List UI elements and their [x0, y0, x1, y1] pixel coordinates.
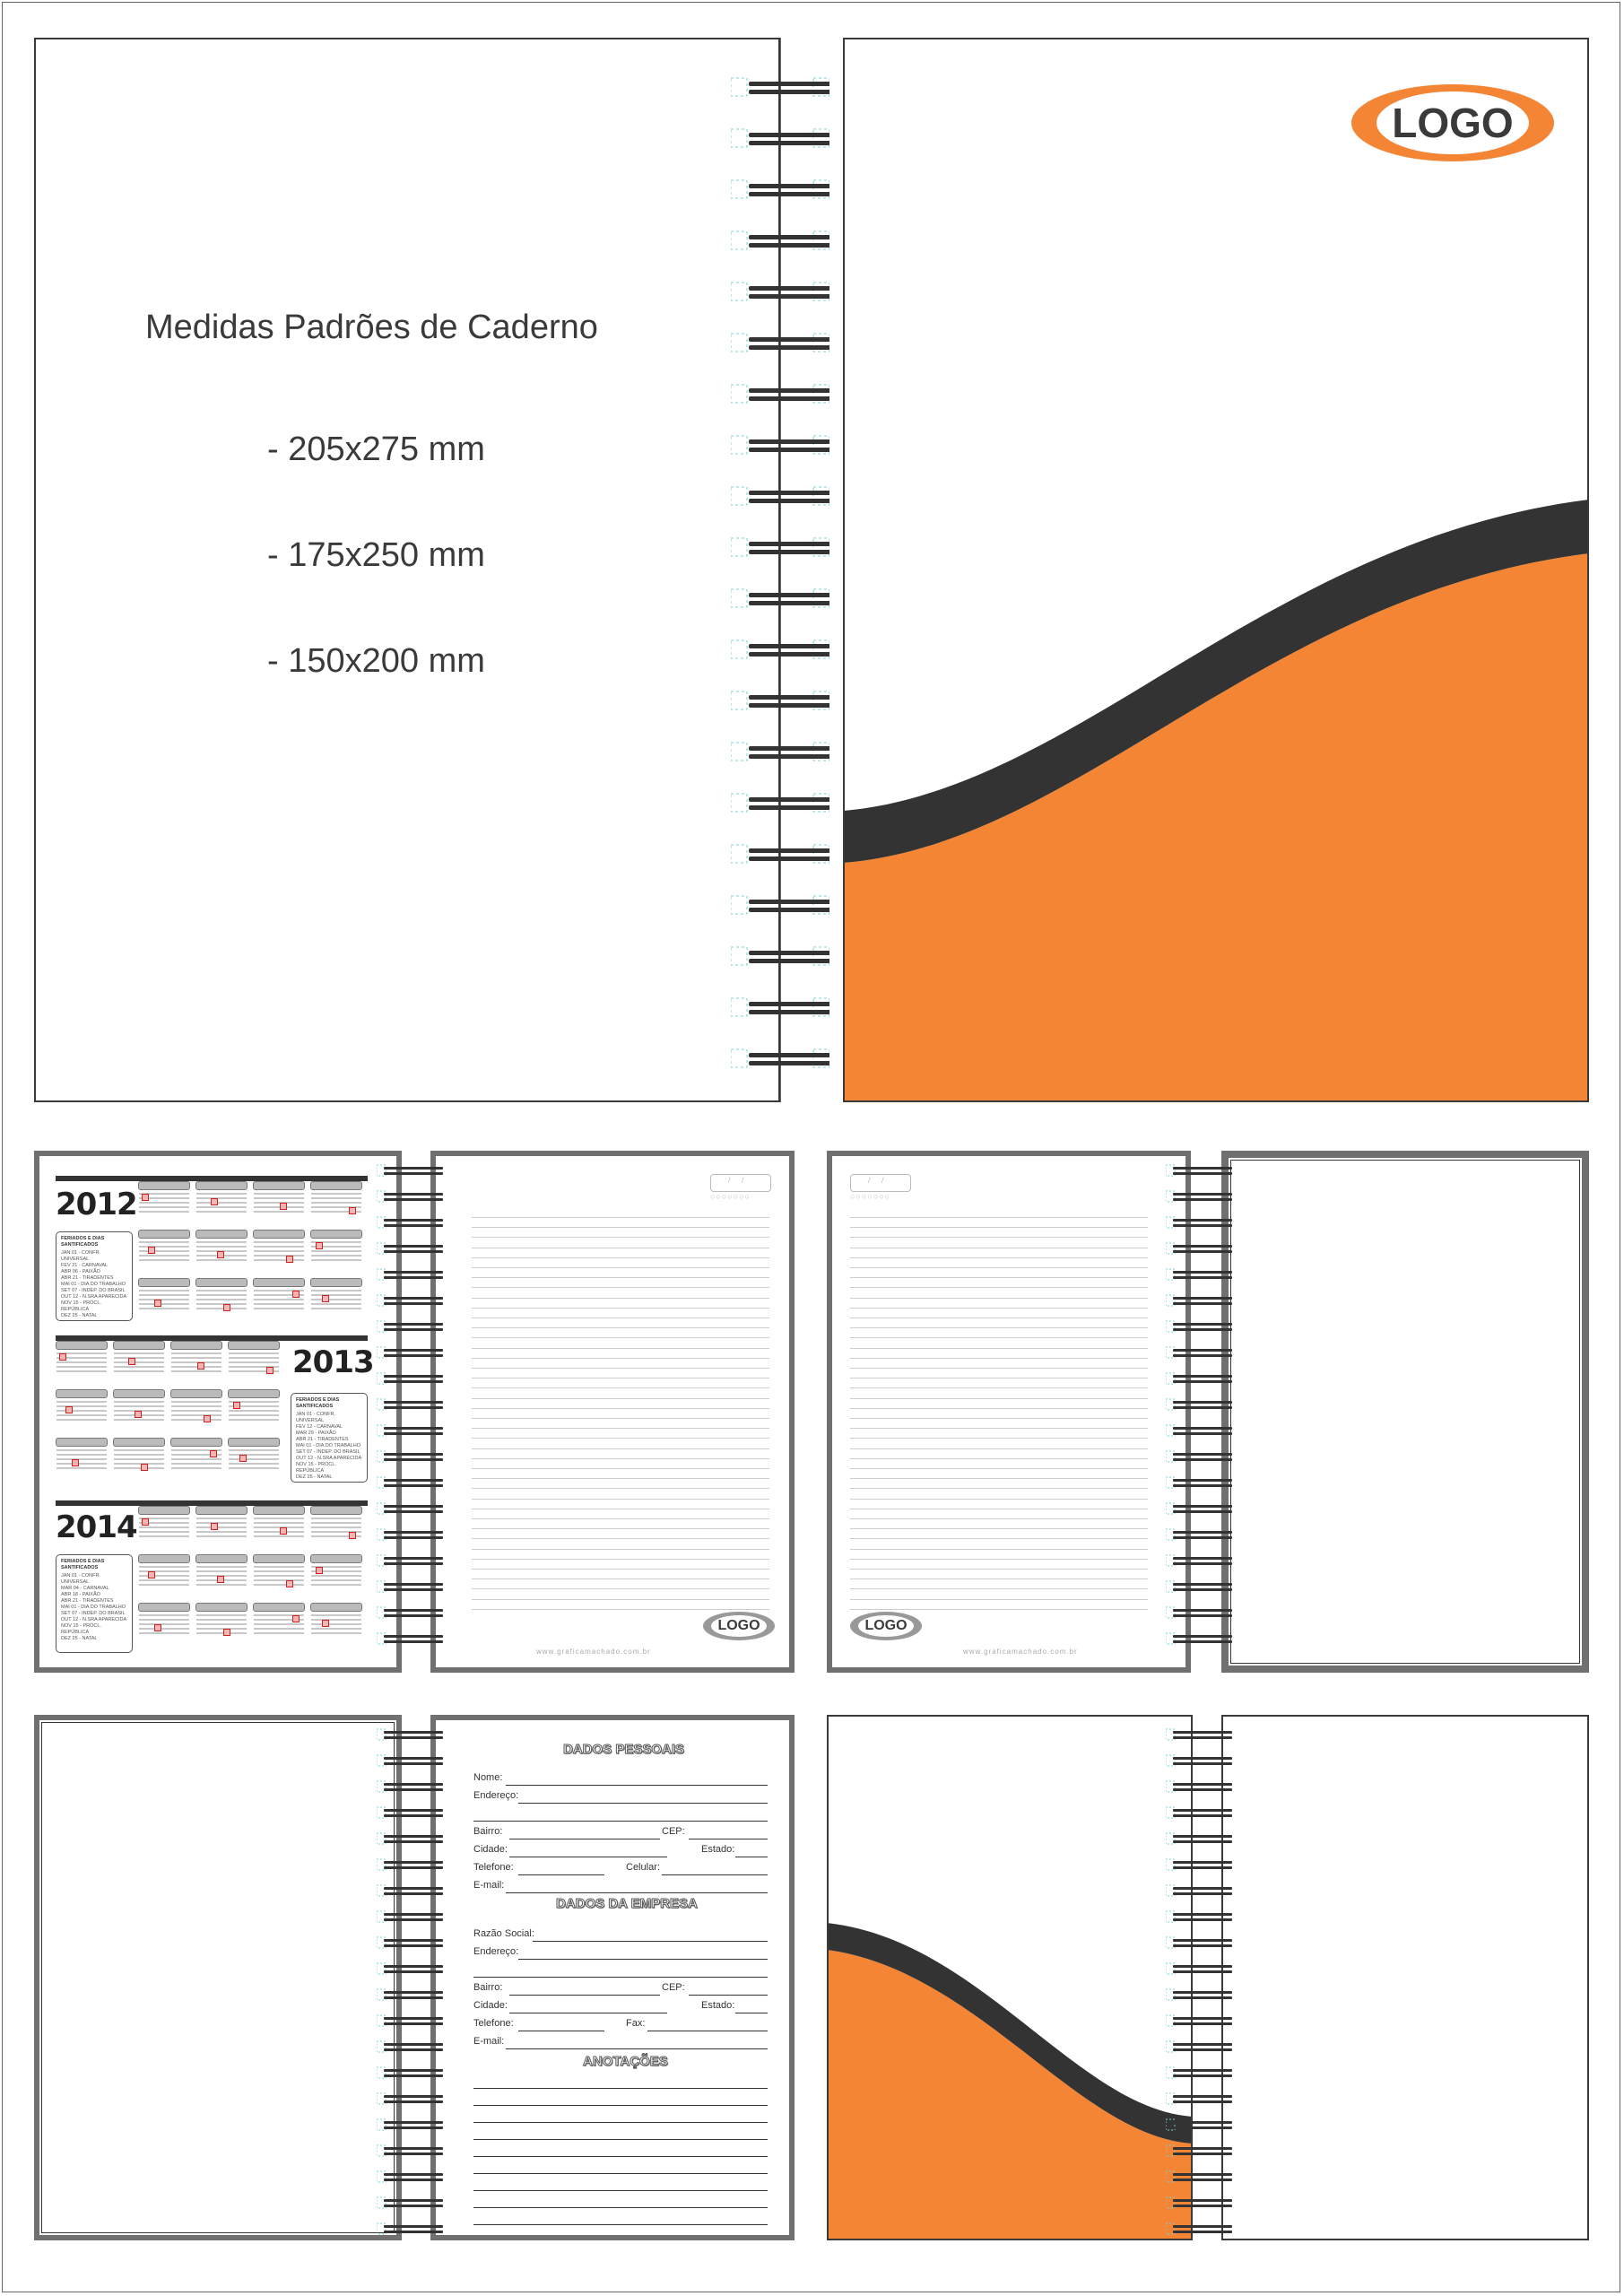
- spiral-binding-mid-left: [377, 1151, 448, 1673]
- label-email: E-mail:: [473, 1880, 505, 1891]
- cover-front-page: [843, 38, 1589, 1102]
- logo-text: LOGO: [1376, 91, 1529, 154]
- logo: [1351, 84, 1554, 161]
- wave-back-cover: [827, 1715, 1193, 2240]
- label-email-empresa: E-mail:: [473, 2036, 505, 2047]
- holidays-box-2013: FERIADOS E DIAS SANTIFICADOS JAN 01 - CONFR. UNIVERSAL FEV 12 - CARNAVAL MAR 29 - PAIXÃO ABR 21 - TIRADENTES MAI 01 - DIA DO TRABALHO SET 07 - INDEP. DO BRASIL OUT 12 - N.SRA APARECIDA NOV 15 - PROCL. REPÚBLICA DEZ 25 - NATAL: [291, 1393, 368, 1483]
- blank-page-bottom-left: [34, 1715, 402, 2240]
- cover-back-page: [34, 38, 780, 1102]
- notes-logo: LOGO: [703, 1612, 775, 1640]
- year-2014: 2014: [56, 1509, 137, 1545]
- label-telefone-empresa: Telefone:: [473, 2018, 514, 2029]
- size-205x275: - 205x275 mm: [267, 430, 485, 468]
- year-2012: 2012: [56, 1187, 137, 1222]
- cover-wave-graphic: [843, 38, 1589, 1102]
- site-url: www.graficamachado.com.br: [536, 1648, 651, 1656]
- site-url-right: www.graficamachado.com.br: [963, 1648, 1078, 1656]
- spiral-binding-bottom-left: [377, 1715, 448, 2240]
- cover-spiral-binding: [731, 38, 829, 1102]
- size-175x250: - 175x250 mm: [267, 536, 485, 574]
- notes-logo-right: LOGO: [850, 1612, 922, 1640]
- label-endereco-empresa: Endereço:: [473, 1946, 519, 1957]
- blank-page-bottom-right: [1221, 1715, 1589, 2240]
- label-cep-empresa: CEP:: [662, 1982, 685, 1993]
- notes-page-left-spread: / / ○○○○○○○ LOGO www.graficamachado.com.br: [430, 1151, 795, 1673]
- company-data-title: DADOS DA EMPRESA: [556, 1896, 698, 1911]
- spiral-binding-mid-right: [1166, 1151, 1238, 1673]
- label-bairro: Bairro:: [473, 1826, 503, 1837]
- holidays-box-2012: FERIADOS E DIAS SANTIFICADOS JAN 01 - CONFR. UNIVERSAL FEV 21 - CARNAVAL ABR 06 - PAIXÃO ABR 21 - TIRADENTES MAI 01 - DIA DO TRABALHO SET 07 - INDEP. DO BRASIL OUT 12 - N.SRA APARECIDA NOV 15 - PROCL. REPÚBLICA DEZ 25 - NATAL: [56, 1231, 133, 1321]
- label-cep: CEP:: [662, 1826, 685, 1837]
- back-cover-wave-graphic: [827, 1715, 1193, 2240]
- label-endereco: Endereço:: [473, 1790, 519, 1801]
- cover-title: Medidas Padrões de Caderno: [145, 309, 598, 346]
- size-150x200: - 150x200 mm: [267, 642, 485, 680]
- notes-title: ANOTAÇÕES: [583, 2054, 668, 2069]
- personal-data-form-page: [430, 1715, 795, 2240]
- label-estado: Estado:: [701, 1844, 735, 1855]
- spiral-binding-bottom-right: [1166, 1715, 1238, 2240]
- notes-page-right-spread: / / ○○○○○○○ LOGO www.graficamachado.com.br: [827, 1151, 1191, 1673]
- label-nome: Nome:: [473, 1772, 503, 1783]
- label-celular: Celular:: [626, 1862, 660, 1873]
- label-bairro-empresa: Bairro:: [473, 1982, 503, 1993]
- year-2013: 2013: [292, 1344, 374, 1380]
- blank-page-right: [1221, 1151, 1589, 1673]
- calendar-page: [34, 1151, 402, 1673]
- label-fax: Fax:: [626, 2018, 646, 2029]
- label-estado-empresa: Estado:: [701, 2000, 735, 2011]
- label-cidade: Cidade:: [473, 1844, 508, 1855]
- label-razao: Razão Social:: [473, 1928, 534, 1939]
- personal-data-title: DADOS PESSOAIS: [563, 1742, 685, 1757]
- label-cidade-empresa: Cidade:: [473, 2000, 508, 2011]
- label-telefone: Telefone:: [473, 1862, 514, 1873]
- holidays-box-2014: FERIADOS E DIAS SANTIFICADOS JAN 01 - CONFR. UNIVERSAL MAR 04 - CARNAVAL ABR 18 - PAIXÃO ABR 21 - TIRADENTES MAI 01 - DIA DO TRABALHO SET 07 - INDEP. DO BRASIL OUT 12 - N.SRA APARECIDA NOV 15 - PROCL. REPÚBLICA DEZ 25 - NATAL: [56, 1554, 133, 1653]
